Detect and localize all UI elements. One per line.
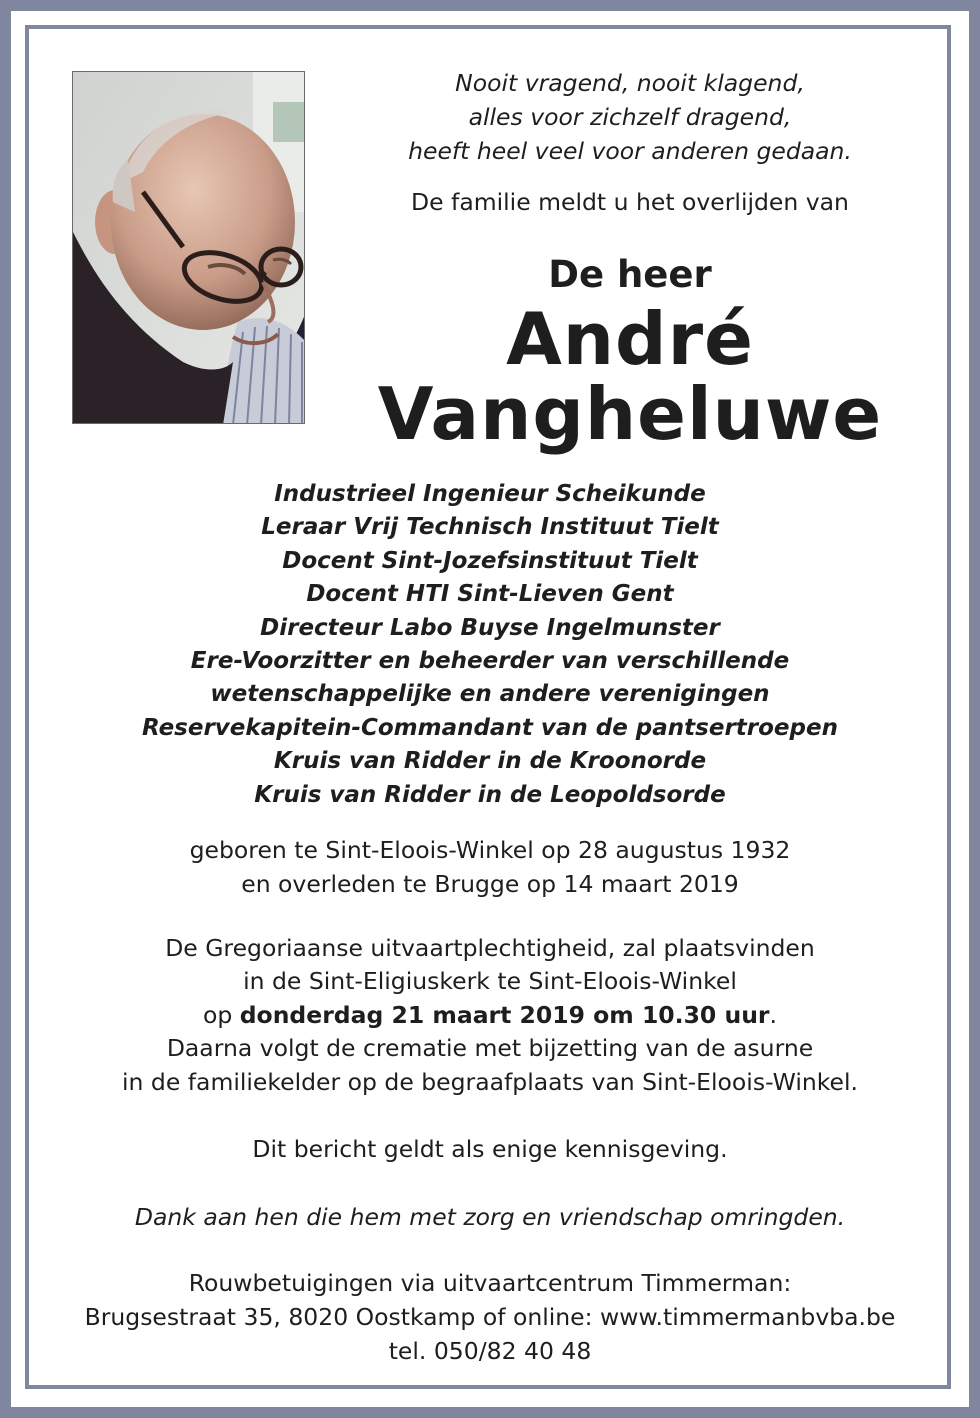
title-line: Ere-Voorzitter en beheerder van verschillende <box>190 648 790 675</box>
contact-phone: tel. 050/82 40 48 <box>388 1337 592 1365</box>
title-line: Leraar Vrij Technisch Instituut Tielt <box>261 514 719 541</box>
intro-text: De familie meldt u het overlijden van <box>411 188 849 216</box>
poem-line: heeft heel veel voor anderen gedaan. <box>408 137 852 165</box>
salutation: De heer <box>548 253 712 296</box>
death-line: en overleden te Brugge op 14 maart 2019 <box>241 870 739 898</box>
ceremony-date-prefix: op <box>202 1000 240 1029</box>
portrait-illustration <box>73 72 305 424</box>
ceremony-line: Daarna volgt de crematie met bijzetting van de asurne <box>166 1034 814 1063</box>
poem-line: alles voor zichzelf dragend, <box>468 103 792 131</box>
ceremony-line: in de Sint-Eligiuskerk te Sint-Eloois-Winkel <box>243 967 737 996</box>
ceremony-date: donderdag 21 maart 2019 om 10.30 uur <box>239 1000 770 1029</box>
ceremony-line: De Gregoriaanse uitvaartplechtigheid, zal plaatsvinden <box>165 934 815 962</box>
notice-text: Dit bericht geldt als enige kennisgeving. <box>252 1135 728 1163</box>
first-name: André <box>506 297 754 381</box>
portrait-photo <box>72 71 305 424</box>
title-line: Reservekapitein-Commandant van de pantsertroepen <box>142 714 838 741</box>
title-line: Directeur Labo Buyse Ingelmunster <box>260 614 720 641</box>
poem <box>330 66 930 168</box>
titles-list <box>40 478 940 812</box>
contact-line: Rouwbetuigingen via uitvaartcentrum Timmerman: <box>188 1269 792 1297</box>
title-line: Industrieel Ingenieur Scheikunde <box>274 481 706 507</box>
ceremony-line: in de familiekelder op de begraafplaats van Sint-Eloois-Winkel. <box>122 1067 858 1096</box>
title-line: wetenschappelijke en andere verenigingen <box>210 681 770 708</box>
title-line: Docent HTI Sint-Lieven Gent <box>306 581 674 608</box>
title-line: Kruis van Ridder in de Leopoldsorde <box>254 781 726 808</box>
birth-line: geboren te Sint-Eloois-Winkel op 28 augustus 1932 <box>189 836 791 864</box>
poem-line: Nooit vragend, nooit klagend, <box>455 69 805 97</box>
life-dates <box>40 833 940 901</box>
last-name: Vangheluwe <box>377 372 883 456</box>
thanks-text: Dank aan hen die hem met zorg en vriendschap omringden. <box>134 1203 846 1231</box>
ceremony-details <box>40 932 940 1099</box>
title-line: Kruis van Ridder in de Kroonorde <box>273 748 707 775</box>
contact-address-line: Brugsestraat 35, 8020 Oostkamp of online: www.timmermanbvba.be <box>84 1303 896 1331</box>
ceremony-date-suffix: . <box>769 1000 778 1029</box>
contact-info <box>40 1266 940 1368</box>
ceremony-date-line <box>40 999 940 1032</box>
title-line: Docent Sint-Jozefsinstituut Tielt <box>282 547 698 574</box>
